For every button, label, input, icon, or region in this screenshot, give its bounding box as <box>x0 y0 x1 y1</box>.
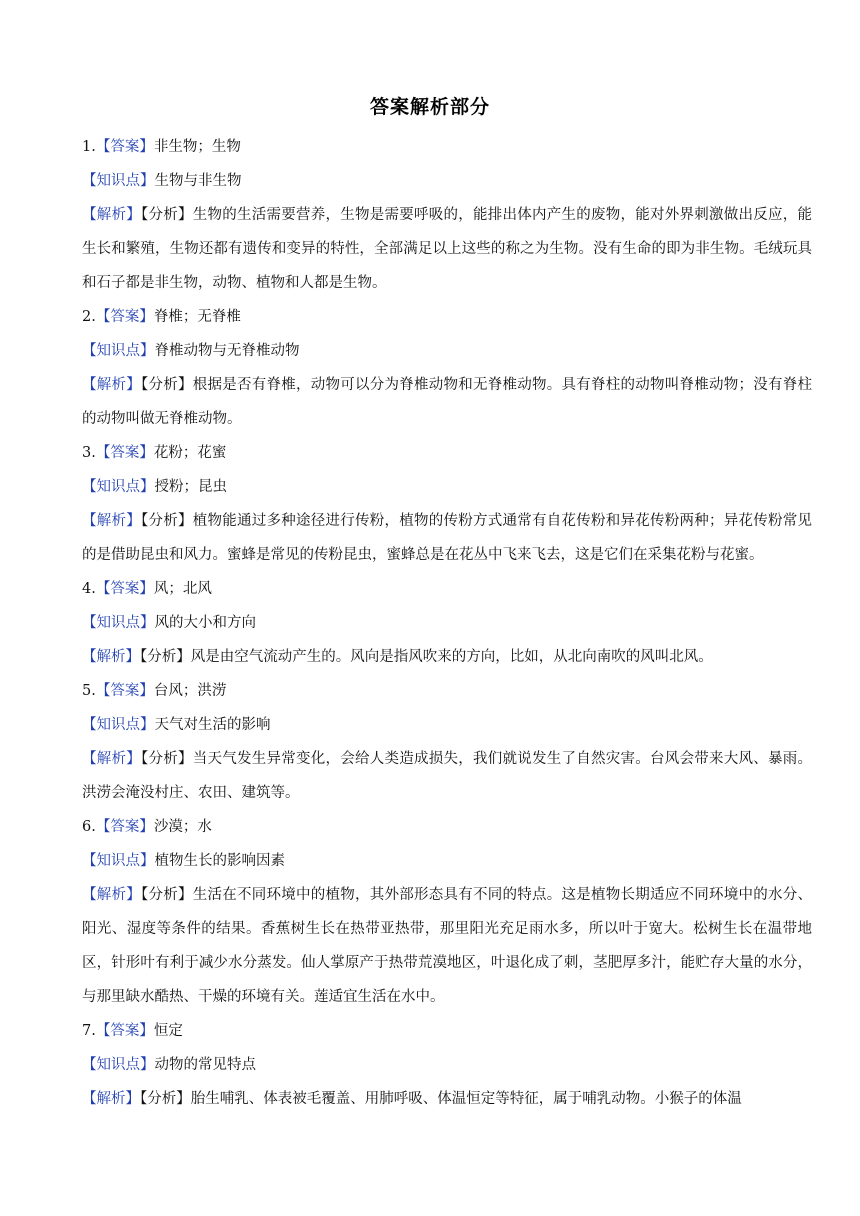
answer-tag: 【答案】 <box>95 683 154 699</box>
answer-line <box>82 572 812 606</box>
knowledge-text: 动物的常见特点 <box>154 1057 256 1073</box>
answer-text: 非生物；生物 <box>153 139 241 155</box>
analysis-tag: 【分析】 <box>140 649 191 665</box>
answer-line <box>82 810 812 844</box>
page-title: 答案解析部分 <box>369 96 490 118</box>
answer-tag: 【答案】 <box>95 309 154 325</box>
analysis-text: 植物能通过多种途径进行传粉，植物的传粉方式通常有自花传粉和异花传粉两种；异花传粉常见的是借助昆虫和风力。蜜蜂是常见的传粉昆虫，蜜蜂总是在花丛中飞来飞去，这是它们在采集花粉与花蜜。 <box>82 513 812 563</box>
answer-text: 沙漠；水 <box>153 819 212 835</box>
knowledge-line <box>82 844 812 878</box>
answer-text: 脊椎；无脊椎 <box>153 309 241 325</box>
explanation-tag: 【解析】 <box>82 751 141 767</box>
knowledge-line <box>82 470 812 504</box>
knowledge-tag: 【知识点】 <box>82 173 155 189</box>
knowledge-text: 植物生长的影响因素 <box>154 853 285 869</box>
item-number: 7. <box>82 1023 96 1039</box>
explanation-tag: 【解析】 <box>82 513 141 529</box>
analysis-text: 生物的生活需要营养，生物是需要呼吸的，能排出体内产生的废物，能对外界刺激做出反应，能生长和繁殖，生物还都有遗传和变异的特性，全部满足以上这些的称之为生物。没有生命的即为非生物。毛绒玩具和石子都是非生物，动物、植物和人都是生物。 <box>82 207 812 291</box>
knowledge-text: 生物与非生物 <box>154 173 242 189</box>
explanation-paragraph <box>82 368 812 436</box>
answer-tag: 【答案】 <box>95 581 154 597</box>
answer-text: 台风；洪涝 <box>153 683 227 699</box>
answer-tag: 【答案】 <box>95 819 154 835</box>
answer-tag: 【答案】 <box>95 139 154 155</box>
answer-item <box>82 810 812 1014</box>
explanation-paragraph <box>82 878 812 1014</box>
knowledge-line <box>82 334 812 368</box>
answer-line <box>82 130 812 164</box>
explanation-tag: 【解析】 <box>82 207 141 223</box>
knowledge-line <box>82 606 812 640</box>
analysis-tag: 【分析】 <box>141 207 193 223</box>
analysis-text: 胎生哺乳、体表被毛覆盖、用肺呼吸、体温恒定等特征，属于哺乳动物。小猴子的体温 <box>190 1091 742 1107</box>
item-number: 4. <box>82 581 96 597</box>
explanation-tag: 【解析】 <box>82 1091 140 1107</box>
answer-text: 风；北风 <box>153 581 212 597</box>
answer-item <box>82 1014 812 1116</box>
explanation-paragraph <box>82 640 812 674</box>
knowledge-tag: 【知识点】 <box>82 853 155 869</box>
explanation-tag: 【解析】 <box>82 377 141 393</box>
item-number: 5. <box>82 683 96 699</box>
knowledge-tag: 【知识点】 <box>82 343 155 359</box>
answer-item <box>82 674 812 810</box>
answer-item <box>82 436 812 572</box>
answer-line <box>82 1014 812 1048</box>
answer-item <box>82 300 812 436</box>
knowledge-text: 风的大小和方向 <box>154 615 256 631</box>
analysis-tag: 【分析】 <box>140 1091 191 1107</box>
explanation-tag: 【解析】 <box>82 887 141 903</box>
answer-tag: 【答案】 <box>95 445 154 461</box>
item-number: 1. <box>82 139 96 155</box>
answer-line <box>82 436 812 470</box>
knowledge-tag: 【知识点】 <box>82 615 155 631</box>
item-number: 6. <box>82 819 96 835</box>
answer-line <box>82 300 812 334</box>
analysis-tag: 【分析】 <box>141 887 193 903</box>
answer-list <box>82 130 812 1116</box>
explanation-paragraph <box>82 198 812 300</box>
analysis-text: 生活在不同环境中的植物，其外部形态具有不同的特点。这是植物长期适应不同环境中的水分、阳光、湿度等条件的结果。香蕉树生长在热带亚热带，那里阳光充足雨水多，所以叶于宽大。松树生长在温带地区，针形叶有利于减少水分蒸发。仙人掌原产于热带荒漠地区，叶退化成了刺，茎肥厚多汁，能贮存大量的水分，与那里缺水酷热、干燥的环境有关。莲适宜生活在水中。 <box>82 887 812 1005</box>
analysis-tag: 【分析】 <box>141 377 193 393</box>
item-number: 2. <box>82 309 96 325</box>
knowledge-text: 天气对生活的影响 <box>154 717 271 733</box>
explanation-paragraph <box>82 742 812 810</box>
analysis-text: 根据是否有脊椎，动物可以分为脊椎动物和无脊椎动物。具有脊柱的动物叫脊椎动物；没有脊柱的动物叫做无脊椎动物。 <box>82 377 812 427</box>
answer-text: 花粉；花蜜 <box>153 445 227 461</box>
answer-item <box>82 572 812 674</box>
answer-line <box>82 674 812 708</box>
analysis-tag: 【分析】 <box>141 751 193 767</box>
knowledge-text: 授粉；昆虫 <box>154 479 227 495</box>
explanation-paragraph <box>82 1082 812 1116</box>
knowledge-tag: 【知识点】 <box>82 1057 155 1073</box>
knowledge-text: 脊椎动物与无脊椎动物 <box>154 343 300 359</box>
knowledge-tag: 【知识点】 <box>82 479 155 495</box>
explanation-tag: 【解析】 <box>82 649 140 665</box>
answer-tag: 【答案】 <box>95 1023 154 1039</box>
answer-text: 恒定 <box>153 1023 183 1039</box>
analysis-tag: 【分析】 <box>141 513 193 529</box>
knowledge-line <box>82 1048 812 1082</box>
item-number: 3. <box>82 445 96 461</box>
knowledge-line <box>82 164 812 198</box>
explanation-paragraph <box>82 504 812 572</box>
analysis-text: 风是由空气流动产生的。风向是指风吹来的方向，比如，从北向南吹的风叫北风。 <box>190 649 713 665</box>
knowledge-line <box>82 708 812 742</box>
analysis-text: 当天气发生异常变化，会给人类造成损失，我们就说发生了自然灾害。台风会带来大风、暴雨。洪涝会淹没村庄、农田、建筑等。 <box>82 751 812 801</box>
knowledge-tag: 【知识点】 <box>82 717 155 733</box>
answer-item <box>82 130 812 300</box>
